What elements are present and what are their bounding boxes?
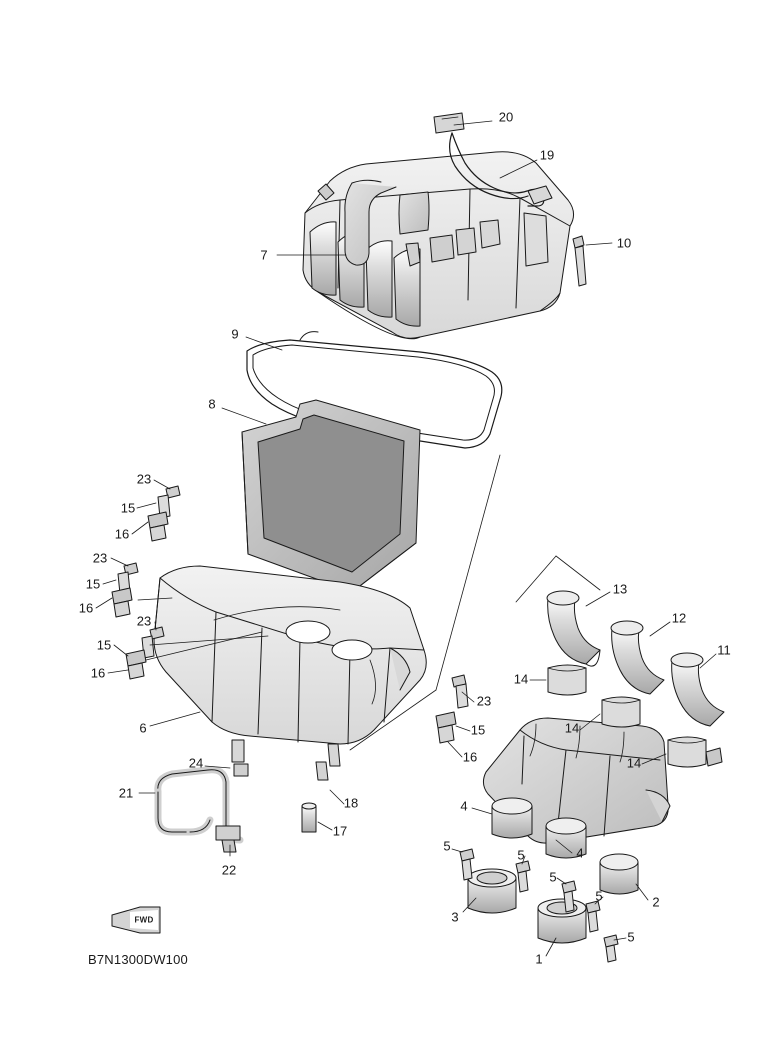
fwd-label: FWD — [134, 915, 154, 925]
callout-11: 11 — [717, 642, 731, 658]
callout-14-a: 14 — [513, 671, 529, 687]
callout-18: 18 — [343, 795, 359, 811]
callout-16-a: 16 — [114, 526, 130, 542]
callout-8: 8 — [208, 396, 216, 412]
callout-5-c: 5 — [549, 869, 557, 885]
intake-manifold-joint-2 — [600, 854, 638, 894]
callout-14-c: 14 — [626, 755, 642, 771]
callout-22: 22 — [221, 862, 237, 878]
callout-2: 2 — [652, 894, 660, 910]
callout-5-e: 5 — [627, 929, 635, 945]
callout-16-d: 16 — [462, 749, 478, 765]
callout-15-a: 15 — [120, 500, 136, 516]
callout-9: 9 — [231, 326, 239, 342]
callout-23-a: 23 — [136, 471, 152, 487]
callout-15-b: 15 — [85, 576, 101, 592]
callout-7: 7 — [260, 247, 268, 263]
callout-16-b: 16 — [78, 600, 94, 616]
intake-joint-11 — [671, 653, 724, 726]
fastener-group-right — [436, 675, 468, 743]
callout-3: 3 — [451, 909, 459, 925]
callout-23-b: 23 — [92, 550, 108, 566]
callout-16-c: 16 — [90, 665, 106, 681]
part-code-label: B7N1300DW100 — [88, 952, 188, 967]
callout-21: 21 — [118, 785, 134, 801]
callout-5-d: 5 — [595, 888, 603, 904]
intake-manifold-joint-4a — [492, 798, 532, 838]
callout-13: 13 — [612, 581, 628, 597]
callout-14-b: 14 — [564, 720, 580, 736]
callout-23-c: 23 — [136, 613, 152, 629]
intake-manifold-joint-3 — [468, 869, 516, 913]
part-20-clip — [434, 113, 464, 133]
callout-15-d: 15 — [470, 722, 486, 738]
callout-5-a: 5 — [443, 838, 451, 854]
callout-4-a: 4 — [460, 798, 468, 814]
air-cleaner-case-lower — [154, 566, 426, 766]
breather-hose — [158, 764, 248, 852]
callout-12: 12 — [671, 610, 687, 626]
callout-23-d: 23 — [476, 693, 492, 709]
callout-10: 10 — [616, 235, 632, 251]
callout-15-c: 15 — [96, 637, 112, 653]
callout-17: 17 — [332, 823, 348, 839]
callout-19: 19 — [539, 147, 555, 163]
air-filter-element — [242, 400, 420, 592]
part-18-17 — [302, 762, 328, 832]
part-10-bolt — [573, 236, 586, 286]
callout-5-b: 5 — [517, 847, 525, 863]
air-cleaner-case-upper — [303, 152, 574, 339]
callout-4-b: 4 — [576, 845, 584, 861]
intake-manifold-joint-1 — [538, 899, 586, 943]
callout-1: 1 — [535, 951, 543, 967]
callout-24: 24 — [188, 755, 204, 771]
callout-20: 20 — [498, 109, 514, 125]
callout-6: 6 — [139, 720, 147, 736]
